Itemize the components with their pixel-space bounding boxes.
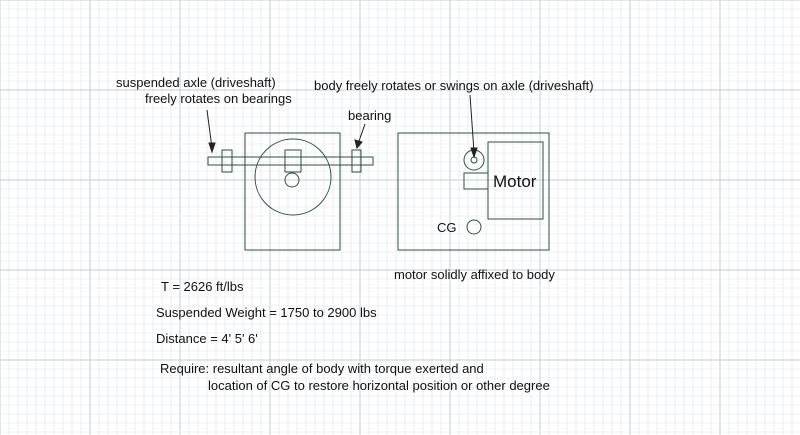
- axle-arrowhead: [209, 143, 215, 152]
- bearing-arrowhead: [355, 140, 362, 148]
- cg-label: CG: [437, 220, 457, 235]
- torque-note: T = 2626 ft/lbs: [161, 279, 244, 294]
- body-rotates-arrowhead: [471, 148, 477, 157]
- axle-arrow-line: [207, 110, 212, 148]
- require-note-line2: location of CG to restore horizontal position or other degree: [208, 378, 550, 393]
- weight-note: Suspended Weight = 1750 to 2900 lbs: [156, 305, 377, 320]
- distance-note: Distance = 4' 5' 6': [156, 331, 258, 346]
- body-rotates-arrow-line: [470, 95, 474, 152]
- axle-shaft: [208, 157, 373, 165]
- axle-label-line2: freely rotates on bearings: [145, 91, 292, 106]
- left-view: [208, 133, 373, 250]
- body-rotates-label: body freely rotates or swings on axle (driveshaft): [314, 78, 594, 93]
- motor-affixed-label: motor solidly affixed to body: [394, 267, 555, 282]
- require-note-line1: Require: resultant angle of body with torque exerted and: [160, 361, 484, 376]
- bearing-label: bearing: [348, 108, 392, 123]
- left-body-outline: [245, 133, 340, 250]
- cg-marker: [467, 220, 481, 234]
- axle-label-line1: suspended axle (driveshaft): [116, 75, 276, 90]
- coupling-block: [464, 173, 488, 189]
- motor-label: Motor: [493, 172, 537, 191]
